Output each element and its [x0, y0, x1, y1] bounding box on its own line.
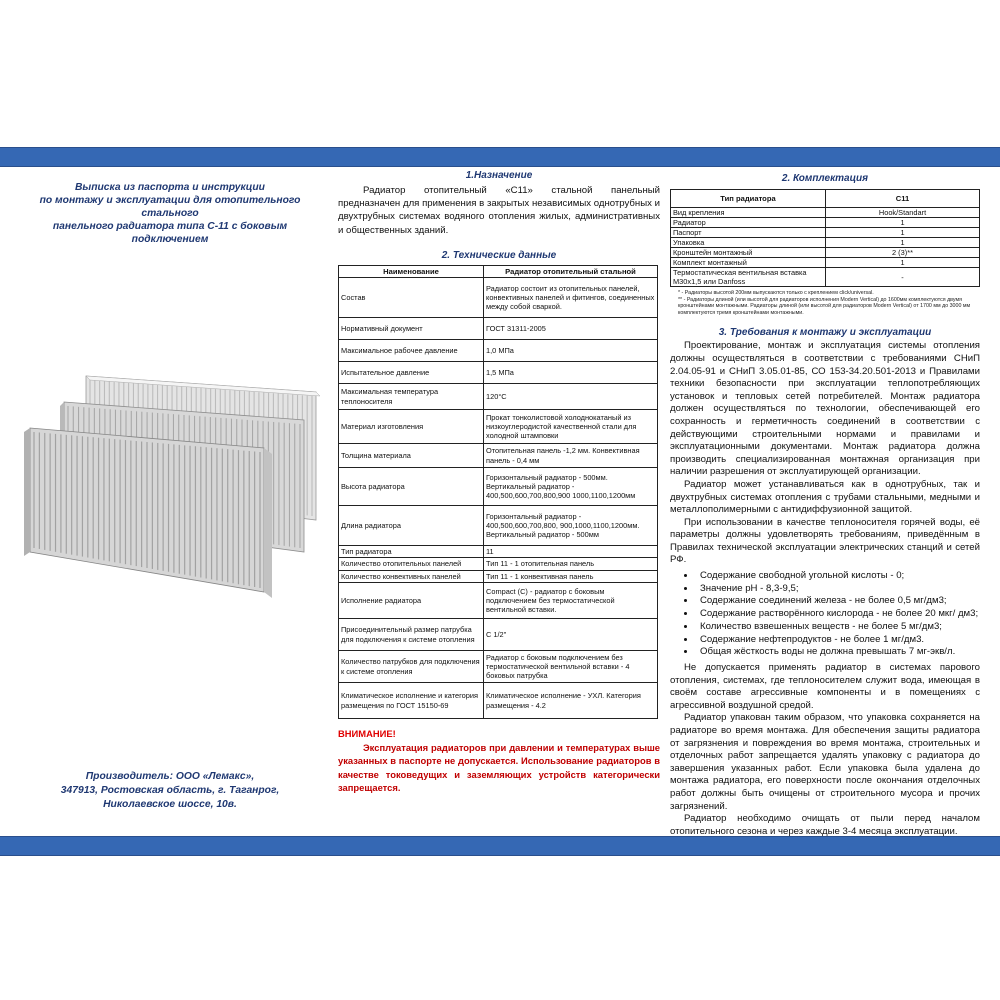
- tech-cell-name: Максимальное рабочее давление: [339, 340, 484, 362]
- tech-cell-name: Материал изготовления: [339, 410, 484, 444]
- tech-cell-value: Тип 11 - 1 конвективная панель: [484, 570, 658, 582]
- table-row: [339, 583, 658, 619]
- section-requirements-title: 3. Требования к монтажу и эксплуатации: [718, 327, 932, 339]
- table-row: [671, 238, 980, 248]
- tech-cell-name: Тип радиатора: [339, 546, 484, 558]
- tech-cell-value: Compact (C) - радиатор с боковым подключением без термостатической вентильной вставки.: [484, 583, 658, 619]
- tech-cell-value: Радиатор с боковым подключением без термостатической вентильной вставки - 4 боковых патрубка: [484, 651, 658, 683]
- manufacturer-line: Николаевское шоссе, 10в.: [103, 799, 237, 810]
- tech-header-name: Наименование: [339, 265, 484, 277]
- tech-cell-name: Исполнение радиатора: [339, 583, 484, 619]
- kit-cell-value: -: [826, 268, 980, 287]
- tech-table: [338, 265, 658, 719]
- tech-cell-name: Количество конвективных панелей: [339, 570, 484, 582]
- requirements-paragraph: При использовании в качестве теплоносителя горячей воды, её параметры должны удовлетворять требованиям, приведённым в Правилах технической эксплуатации электрических станций и сетей РФ.: [670, 516, 980, 566]
- tech-cell-name: Испытательное давление: [339, 362, 484, 384]
- requirements-paragraph: Проектирование, монтаж и эксплуатация системы отопления должны осуществляться в соответствии с требованиями СНиП 2.04.05-91 и СНиП 3.05.01-85, СО 153-34.20.501-2013 и Правилами техники безопасности при эксплуатации теплопотребляющих установок и тепловых сетей потребителей. Монтаж радиатора должен осуществляться по технологии, обеспечивающей его сохранность и герметичность соединений в соответствии с действующими строительными нормами и правилами и эксплуатационными документами. Монтаж радиатора должна производить специализированная монтажная организация при наличии разрешения от эксплуатирующей организации.: [670, 340, 980, 478]
- kit-cell-name: Комплект монтажный: [671, 258, 826, 268]
- title-line: панельного радиатора типа С-11 с боковым подключением: [52, 221, 288, 245]
- radiator-image: [24, 370, 324, 610]
- tech-cell-name: Максимальная температура теплоносителя: [339, 384, 484, 410]
- water-parameters-list: [670, 570, 980, 659]
- tech-cell-value: С 1/2": [484, 619, 658, 651]
- kit-cell-name: Вид крепления: [671, 208, 826, 218]
- kit-cell-value: 1: [826, 218, 980, 228]
- warning-title: ВНИМАНИЕ!: [338, 728, 396, 739]
- top-blue-band: [0, 147, 1000, 167]
- title-line: Выписка из паспорта и инструкции: [75, 182, 265, 193]
- section-kit-title: 2. Комплектация: [781, 173, 869, 184]
- kit-cell-value: 1: [826, 228, 980, 238]
- document-title: [20, 181, 320, 246]
- kit-notes: [678, 290, 980, 316]
- list-item: • Значение pH - 8,3-9,5;: [696, 583, 980, 596]
- table-row: [339, 546, 658, 558]
- kit-note: ** - Радиаторы длиной (или высотой для радиаторов исполнения Modern Vertical) до 1600мм комплектуются двумя кронштейнами монтажными. Радиаторы длиной (или высотой для радиаторов Modern Vertical) от 1700 мм до 3000 мм комплектуются тремя кронштейнами монтажными.: [678, 296, 971, 316]
- tech-cell-name: Нормативный документ: [339, 318, 484, 340]
- table-row: [339, 410, 658, 444]
- title-line: по монтажу и эксплуатации для отопительного стального: [39, 195, 301, 219]
- table-row: [339, 318, 658, 340]
- table-row: [339, 619, 658, 651]
- kit-cell-name: Упаковка: [671, 238, 826, 248]
- requirements-paragraph: Не допускается применять радиатор в системах парового отопления, системах, где теплоносителем служит вода, имеющая в своём составе агрессивные компоненты и в помещениях с агрессивной воздушной средой.: [670, 661, 980, 711]
- manufacturer-info: [20, 770, 320, 812]
- tech-cell-value: 120°С: [484, 384, 658, 410]
- tech-cell-name: Присоединительный размер патрубка для подключения к системе отопления: [339, 619, 484, 651]
- kit-header-value: С11: [826, 190, 980, 208]
- right-column: [670, 173, 980, 838]
- middle-column: [338, 170, 660, 795]
- table-row: [339, 558, 658, 570]
- kit-cell-value: 2 (3)**: [826, 248, 980, 258]
- tech-cell-name: Состав: [339, 278, 484, 318]
- tech-cell-value: Радиатор состоит из отопительных панелей, конвективных панелей и фитингов, соединенных между собой сваркой.: [484, 278, 658, 318]
- table-row: [339, 570, 658, 582]
- tech-cell-name: Толщина материала: [339, 444, 484, 468]
- tech-table-header: [339, 265, 658, 277]
- kit-header-name: Тип радиатора: [671, 190, 826, 208]
- tech-cell-name: Высота радиатора: [339, 468, 484, 506]
- table-row: [339, 362, 658, 384]
- tech-cell-value: 1,0 МПа: [484, 340, 658, 362]
- kit-cell-value: 1: [826, 238, 980, 248]
- list-item: • Количество взвешенных веществ - не более 5 мг/дм3;: [696, 621, 980, 634]
- table-row: [339, 506, 658, 546]
- table-row: [671, 218, 980, 228]
- kit-note: * - Радиаторы высотой 200мм выпускаются только с креплением click/universal.: [678, 290, 874, 296]
- bottom-blue-band: [0, 836, 1000, 856]
- kit-cell-value: Hook/Standart: [826, 208, 980, 218]
- list-item: • Содержание нефтепродуктов - не более 1 мг/дм3.: [696, 634, 980, 647]
- list-item: • Общая жёсткость воды не должна превышать 7 мг-экв/л.: [696, 646, 980, 659]
- kit-cell-name: Кронштейн монтажный: [671, 248, 826, 258]
- section-tech-title: 2. Технические данные: [441, 249, 557, 261]
- requirements-paragraph: Радиатор упакован таким образом, что упаковка сохраняется на радиаторе во время монтажа. Для обеспечения защиты радиатора от загрязнения и повреждения во время монтажа, строительных и отделочных работ запрещается удалять упаковку с радиатора до завершения указанных работ. Если упаковка была удалена до монтажа радиатора, его поверхности после окончания отделочных работ должны быть очищены от строительного мусора и прочих загрязнений.: [670, 712, 980, 812]
- kit-cell-name: Паспорт: [671, 228, 826, 238]
- list-item: • Содержание свободной угольной кислоты - 0;: [696, 570, 980, 583]
- kit-cell-name: Термостатическая вентильная вставка М30х1,5 или Danfoss: [671, 268, 826, 287]
- warning-block: [338, 727, 660, 795]
- radiator-front: [24, 428, 272, 598]
- table-row: [671, 268, 980, 287]
- manufacturer-line: Производитель: ООО «Лемакс»,: [85, 771, 255, 782]
- table-row: [339, 384, 658, 410]
- table-row: [339, 340, 658, 362]
- table-row: [339, 683, 658, 719]
- table-row: [339, 278, 658, 318]
- tech-cell-name: Количество отопительных панелей: [339, 558, 484, 570]
- tech-header-value: Радиатор отопительный стальной: [484, 265, 658, 277]
- table-row: [671, 258, 980, 268]
- list-item: • Содержание соединений железа - не более 0,5 мг/дм3;: [696, 595, 980, 608]
- tech-cell-value: Отопительная панель -1,2 мм. Конвективная панель - 0,4 мм: [484, 444, 658, 468]
- table-row: [339, 444, 658, 468]
- tech-cell-value: Горизонтальный радиатор - 400,500,600,700,800, 900,1000,1100,1200мм. Вертикальный радиатор - 500мм: [484, 506, 658, 546]
- table-row: [671, 248, 980, 258]
- requirements-paragraph: Радиатор может устанавливаться как в однотрубных, так и двухтрубных системах отопления с трубами стальными, медными и металлополимерными с антидиффузионной защитой.: [670, 478, 980, 516]
- tech-cell-value: 1,5 МПа: [484, 362, 658, 384]
- tech-cell-value: 11: [484, 546, 658, 558]
- tech-cell-value: Прокат тонколистовой холоднокатаный из низкоуглеродистой качественной стали для холодной штамповки: [484, 410, 658, 444]
- kit-cell-value: 1: [826, 258, 980, 268]
- table-row: [339, 468, 658, 506]
- tech-cell-name: Количество патрубков для подключения к системе отопления: [339, 651, 484, 683]
- kit-table: [670, 189, 980, 287]
- table-row: [339, 651, 658, 683]
- tech-cell-value: Горизонтальный радиатор - 500мм. Вертикальный радиатор - 400,500,600,700,800,900 1000,1100,1200мм: [484, 468, 658, 506]
- table-row: [671, 228, 980, 238]
- section-purpose-text: Радиатор отопительный «С11» стальной панельный предназначен для применения в закрытых независимых однотрубных и двухтрубных системах водяного отопления жилых, административных и общественных зданий.: [338, 185, 660, 236]
- list-item: • Содержание растворённого кислорода - не более 20 мкг/ дм3;: [696, 608, 980, 621]
- tech-cell-name: Климатическое исполнение и категория размещения по ГОСТ 15150-69: [339, 683, 484, 719]
- kit-cell-name: Радиатор: [671, 218, 826, 228]
- table-row: [671, 208, 980, 218]
- requirements-paragraph: Радиатор необходимо очищать от пыли перед началом отопительного сезона и через каждые 3-4 месяца эксплуатации.: [670, 813, 980, 837]
- tech-cell-value: Тип 11 - 1 отопительная панель: [484, 558, 658, 570]
- kit-table-header: [671, 190, 980, 208]
- section-purpose-title: 1.Назначение: [465, 170, 533, 181]
- manufacturer-line: 347913, Ростовская область, г. Таганрог,: [60, 785, 280, 796]
- tech-cell-value: Климатическое исполнение - УХЛ. Категория размещения - 4.2: [484, 683, 658, 719]
- tech-cell-value: ГОСТ 31311-2005: [484, 318, 658, 340]
- tech-cell-name: Длина радиатора: [339, 506, 484, 546]
- warning-text: Эксплуатация радиаторов при давлении и температурах выше указанных в паспорте не допускается. Использование радиаторов в качестве токоведущих и заземляющих устройств категорически запрещается.: [338, 741, 660, 793]
